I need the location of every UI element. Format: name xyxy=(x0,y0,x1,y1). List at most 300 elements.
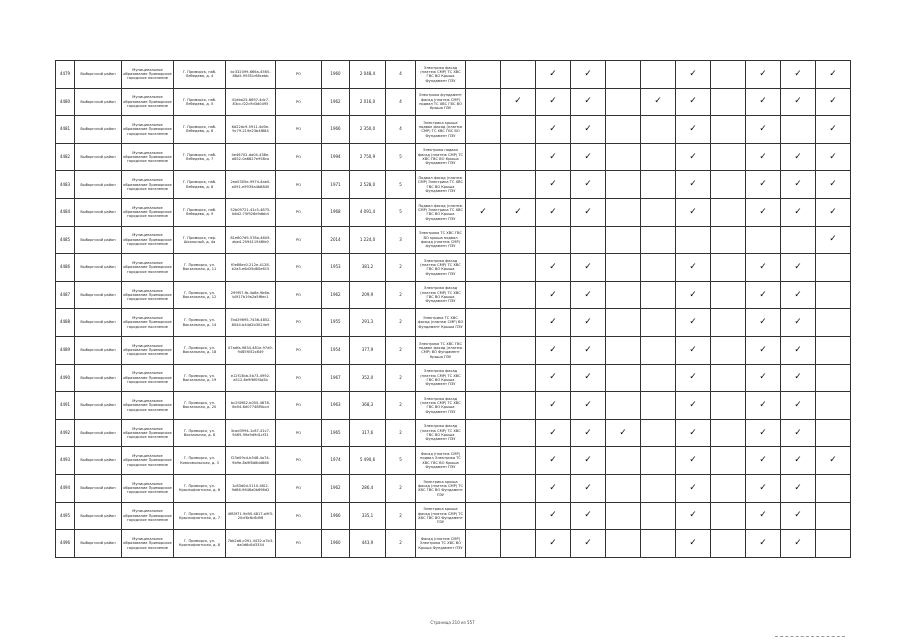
cell-number: 4491 xyxy=(56,392,75,420)
cell-year: 1968 xyxy=(322,198,350,226)
check-mark-icon: ✓ xyxy=(536,309,571,337)
table-row xyxy=(56,392,851,420)
cell-district: Выборгский район xyxy=(75,309,122,337)
empty-check-cell xyxy=(466,309,501,337)
cell-address: Г. Приморск, ул. Краснофлотская, д. 8 xyxy=(174,530,226,558)
empty-check-cell xyxy=(606,171,641,199)
empty-check-cell xyxy=(501,143,536,171)
empty-check-cell xyxy=(746,226,781,254)
cell-guid: 41dba25-8697-4dc7-83cc-f22c9d3d0495 xyxy=(226,88,276,116)
empty-check-cell xyxy=(711,530,746,558)
empty-check-cell xyxy=(501,226,536,254)
empty-check-cell xyxy=(641,447,676,475)
cell-year: 1966 xyxy=(322,116,350,144)
cell-floors: 2 xyxy=(386,336,416,364)
cell-works: Подвал фасад (платеж СМР) Электрика ТС ХВС ГВС ВО Крыша Фундамент ПЗУ xyxy=(416,171,466,199)
table-body xyxy=(56,61,851,558)
empty-check-cell xyxy=(501,502,536,530)
cell-works: Электрика фасад (платеж СМР) ТС ХВС ГВС ВО Крыша Фундамент ПЗУ xyxy=(416,61,466,89)
empty-check-cell xyxy=(606,392,641,420)
empty-check-cell xyxy=(641,143,676,171)
cell-area: 2 750,9 xyxy=(350,143,386,171)
cell-guid: 7bd29695-7436-4852-8044-b44d2b3024e9 xyxy=(226,309,276,337)
check-mark-icon: ✓ xyxy=(781,419,816,447)
table-row xyxy=(56,474,851,502)
cell-owner: Муниципальное образование Приморское городское поселение xyxy=(122,281,174,309)
cell-floors: 4 xyxy=(386,88,416,116)
cell-year: 1967 xyxy=(322,364,350,392)
empty-check-cell xyxy=(711,88,746,116)
cell-type: РО xyxy=(276,226,322,254)
cell-district: Выборгский район xyxy=(75,198,122,226)
table-row xyxy=(56,198,851,226)
check-mark-icon: ✓ xyxy=(676,392,711,420)
check-mark-icon: ✓ xyxy=(781,309,816,337)
check-mark-icon: ✓ xyxy=(641,88,676,116)
cell-guid: f23e09cd-b548-4a74-9b9e-8a9f8d8dd866 xyxy=(226,447,276,475)
empty-check-cell xyxy=(781,116,816,144)
cell-year: 1962 xyxy=(322,474,350,502)
cell-type: РО xyxy=(276,502,322,530)
empty-check-cell xyxy=(711,364,746,392)
check-mark-icon: ✓ xyxy=(781,530,816,558)
cell-guid: 6d22dc9-5911-4d0e-9c79-219e23b4f884 xyxy=(226,116,276,144)
cell-number: 4484 xyxy=(56,198,75,226)
empty-check-cell xyxy=(466,171,501,199)
cell-works: Электрика крыша подвал фасад (платеж СМР) ТС ХВС ГВС ВО Фундамент ПЗУ xyxy=(416,116,466,144)
cell-type: РО xyxy=(276,447,322,475)
check-mark-icon: ✓ xyxy=(676,198,711,226)
empty-check-cell xyxy=(641,392,676,420)
cell-works: Электрика фасад (платеж СМР) ТС ХВС ГВС ВО Крыша Фундамент ПЗУ xyxy=(416,419,466,447)
empty-check-cell xyxy=(501,61,536,89)
empty-check-cell xyxy=(711,171,746,199)
cell-district: Выборгский район xyxy=(75,336,122,364)
check-mark-icon: ✓ xyxy=(816,198,851,226)
check-mark-icon: ✓ xyxy=(571,502,606,530)
empty-check-cell xyxy=(536,226,571,254)
empty-check-cell xyxy=(711,281,746,309)
check-mark-icon: ✓ xyxy=(571,309,606,337)
empty-check-cell xyxy=(711,336,746,364)
check-mark-icon: ✓ xyxy=(571,88,606,116)
check-mark-icon: ✓ xyxy=(536,254,571,282)
empty-check-cell xyxy=(466,502,501,530)
empty-check-cell xyxy=(606,447,641,475)
cell-floors: 2 xyxy=(386,530,416,558)
empty-check-cell xyxy=(816,254,851,282)
cell-district: Выборгский район xyxy=(75,502,122,530)
table-row xyxy=(56,88,851,116)
check-mark-icon: ✓ xyxy=(536,364,571,392)
cell-works: Электрика крыша фасад (платеж СМР) ТС ХВС ГВС ВО Фундамент ПЗУ xyxy=(416,502,466,530)
table-row xyxy=(56,419,851,447)
cell-number: 4495 xyxy=(56,502,75,530)
cell-owner: Муниципальное образование Приморское городское поселение xyxy=(122,254,174,282)
cell-floors: 4 xyxy=(386,61,416,89)
cell-floors: 2 xyxy=(386,502,416,530)
check-mark-icon: ✓ xyxy=(571,198,606,226)
empty-check-cell xyxy=(816,502,851,530)
cell-type: РО xyxy=(276,419,322,447)
check-mark-icon: ✓ xyxy=(746,116,781,144)
empty-check-cell xyxy=(466,281,501,309)
cell-floors: 4 xyxy=(386,116,416,144)
cell-area: 2 350,0 xyxy=(350,116,386,144)
empty-check-cell xyxy=(711,226,746,254)
empty-check-cell xyxy=(816,530,851,558)
cell-number: 4490 xyxy=(56,364,75,392)
cell-owner: Муниципальное образование Приморское городское поселение xyxy=(122,143,174,171)
check-mark-icon: ✓ xyxy=(571,116,606,144)
check-mark-icon: ✓ xyxy=(606,419,641,447)
cell-works: Электрика ТС ХВС фасад (платеж СМР) ВО Фундамент Крыша ПЗУ xyxy=(416,309,466,337)
check-mark-icon: ✓ xyxy=(816,226,851,254)
empty-check-cell xyxy=(711,254,746,282)
cell-floors: 5 xyxy=(386,143,416,171)
cell-number: 4487 xyxy=(56,281,75,309)
table-row xyxy=(56,309,851,337)
cell-area: 368,3 xyxy=(350,392,386,420)
check-mark-icon: ✓ xyxy=(536,171,571,199)
check-mark-icon: ✓ xyxy=(571,61,606,89)
cell-address: Г. Приморск, наб. Лебедева, д. 8 xyxy=(174,171,226,199)
empty-check-cell xyxy=(711,61,746,89)
check-mark-icon: ✓ xyxy=(746,281,781,309)
empty-check-cell xyxy=(781,226,816,254)
cell-number: 4485 xyxy=(56,226,75,254)
empty-check-cell xyxy=(641,419,676,447)
check-mark-icon: ✓ xyxy=(816,116,851,144)
cell-address: Г. Приморск, наб. Лебедева, д. 9 xyxy=(174,198,226,226)
check-mark-icon: ✓ xyxy=(746,392,781,420)
cell-district: Выборгский район xyxy=(75,61,122,89)
check-mark-icon: ✓ xyxy=(536,502,571,530)
check-mark-icon: ✓ xyxy=(676,530,711,558)
cell-area: 381,2 xyxy=(350,254,386,282)
empty-check-cell xyxy=(606,281,641,309)
cell-floors: 2 xyxy=(386,392,416,420)
empty-check-cell xyxy=(816,364,851,392)
empty-check-cell xyxy=(641,254,676,282)
empty-check-cell xyxy=(641,198,676,226)
cell-works: Электрика ТС ХВС ГВС ВО крыша подвал фасад (платеж СМР) фундамент ПЗУ xyxy=(416,226,466,254)
check-mark-icon: ✓ xyxy=(781,198,816,226)
cell-year: 1971 xyxy=(322,171,350,199)
cell-works: Фасад (платеж СМР) Электрика ТС ХВС ВО Крыша Фундамент ПЗУ xyxy=(416,530,466,558)
check-mark-icon: ✓ xyxy=(501,198,536,226)
cell-area: 2 016,0 xyxy=(350,88,386,116)
cell-guid: f0e88ec0-212e-4128-b2a5-e6d35d80e615 xyxy=(226,254,276,282)
empty-check-cell xyxy=(466,336,501,364)
check-mark-icon: ✓ xyxy=(746,143,781,171)
empty-check-cell xyxy=(816,419,851,447)
cell-owner: Муниципальное образование Приморское городское поселение xyxy=(122,61,174,89)
cell-number: 4488 xyxy=(56,309,75,337)
cell-address: Г. Приморск, ул. Вокзальная, д. 20 xyxy=(174,392,226,420)
empty-check-cell xyxy=(606,254,641,282)
cell-owner: Муниципальное образование Приморское городское поселение xyxy=(122,364,174,392)
empty-check-cell xyxy=(641,171,676,199)
check-mark-icon: ✓ xyxy=(746,254,781,282)
cell-address: Г. Приморск, наб. Лебедева, д. 6 xyxy=(174,116,226,144)
page-footer: Страница 210 из 557 xyxy=(430,620,475,625)
empty-check-cell xyxy=(641,61,676,89)
empty-check-cell xyxy=(466,474,501,502)
cell-address: Г. Приморск, пер. Школьный, д. 4а xyxy=(174,226,226,254)
table-row xyxy=(56,336,851,364)
cell-area: 286,4 xyxy=(350,474,386,502)
cell-address: Г. Приморск, ул. Вокзальная, д. 18 xyxy=(174,336,226,364)
check-mark-icon: ✓ xyxy=(746,530,781,558)
table-row xyxy=(56,364,851,392)
check-mark-icon: ✓ xyxy=(536,116,571,144)
cell-number: 4492 xyxy=(56,419,75,447)
cell-district: Выборгский район xyxy=(75,392,122,420)
cell-guid: e12f13bb-5b73-4992-a512-8e9f6f0f4a5b xyxy=(226,364,276,392)
cell-guid: 07adfa-9834-481e-97a9-9485f052c849 xyxy=(226,336,276,364)
check-mark-icon: ✓ xyxy=(816,88,851,116)
cell-floors: 5 xyxy=(386,198,416,226)
cell-address: Г. Приморск, наб. Лебедева, д. 4 xyxy=(174,61,226,89)
cell-guid: bc332099-666a-4565-88a5-993f1c66cebb xyxy=(226,61,276,89)
cell-guid: 52b09721-41c5-4875-b6d2-75f926e9dbb4 xyxy=(226,198,276,226)
cell-owner: Муниципальное образование Приморское городское поселение xyxy=(122,502,174,530)
check-mark-icon: ✓ xyxy=(536,419,571,447)
empty-check-cell xyxy=(711,419,746,447)
cell-address: Г. Приморск, ул. Вокзальная, д. 14 xyxy=(174,309,226,337)
cell-type: РО xyxy=(276,254,322,282)
empty-check-cell xyxy=(501,392,536,420)
check-mark-icon: ✓ xyxy=(676,254,711,282)
check-mark-icon: ✓ xyxy=(571,392,606,420)
empty-check-cell xyxy=(606,530,641,558)
check-mark-icon: ✓ xyxy=(571,474,606,502)
empty-check-cell xyxy=(816,474,851,502)
cell-floors: 2 xyxy=(386,419,416,447)
check-mark-icon: ✓ xyxy=(676,336,711,364)
table-row xyxy=(56,226,851,254)
empty-check-cell xyxy=(501,254,536,282)
cell-guid: 7bb2a6-c091-4432-a7b3-da0d6c8d3354 xyxy=(226,530,276,558)
empty-check-cell xyxy=(606,309,641,337)
cell-year: 1960 xyxy=(322,61,350,89)
check-mark-icon: ✓ xyxy=(676,171,711,199)
check-mark-icon: ✓ xyxy=(746,88,781,116)
cell-type: РО xyxy=(276,336,322,364)
housing-registry-table xyxy=(55,60,851,558)
check-mark-icon: ✓ xyxy=(746,309,781,337)
empty-check-cell xyxy=(501,530,536,558)
table-row xyxy=(56,281,851,309)
cell-floors: 2 xyxy=(386,364,416,392)
cell-works: Электрика крыша фасад (платеж СМР) ТС ХВС ГВС ВО Фундамент ПЗУ xyxy=(416,474,466,502)
cell-guid: 4e46702-da04-438e-a852-0a6827e958ca xyxy=(226,143,276,171)
cell-year: 1960 xyxy=(322,530,350,558)
cell-district: Выборгский район xyxy=(75,254,122,282)
empty-check-cell xyxy=(466,226,501,254)
empty-check-cell xyxy=(641,474,676,502)
table-row xyxy=(56,61,851,89)
check-mark-icon: ✓ xyxy=(536,447,571,475)
cell-address: Г. Приморск, наб. Лебедева, д. 7 xyxy=(174,143,226,171)
cell-type: РО xyxy=(276,198,322,226)
empty-check-cell xyxy=(501,309,536,337)
empty-check-cell xyxy=(711,309,746,337)
empty-check-cell xyxy=(606,88,641,116)
cell-district: Выборгский район xyxy=(75,474,122,502)
check-mark-icon: ✓ xyxy=(781,364,816,392)
cell-district: Выборгский район xyxy=(75,226,122,254)
empty-check-cell xyxy=(641,116,676,144)
cell-owner: Муниципальное образование Приморское городское поселение xyxy=(122,116,174,144)
check-mark-icon: ✓ xyxy=(816,171,851,199)
check-mark-icon: ✓ xyxy=(781,502,816,530)
cell-type: РО xyxy=(276,309,322,337)
check-mark-icon: ✓ xyxy=(571,171,606,199)
cell-address: Г. Приморск, ул. Вокзальная, д. 11 xyxy=(174,254,226,282)
empty-check-cell xyxy=(466,364,501,392)
check-mark-icon: ✓ xyxy=(676,364,711,392)
cell-area: 1 224,0 xyxy=(350,226,386,254)
empty-check-cell xyxy=(606,474,641,502)
cell-year: 1963 xyxy=(322,392,350,420)
empty-check-cell xyxy=(466,143,501,171)
empty-check-cell xyxy=(501,116,536,144)
cell-type: РО xyxy=(276,474,322,502)
cell-guid: bc2f4982-b055-4678-8e04-8d07748f5bcd xyxy=(226,392,276,420)
empty-check-cell xyxy=(501,281,536,309)
cell-works: Электрика фасад (платеж СМР) ТС ХВС ГВС ВО Крыша Фундамент ПЗУ xyxy=(416,392,466,420)
empty-check-cell xyxy=(711,502,746,530)
cell-address: Г. Приморск, ул. Краснофлотская, д. 7 xyxy=(174,502,226,530)
document-sheet xyxy=(55,60,835,558)
cell-district: Выборгский район xyxy=(75,447,122,475)
cell-district: Выборгский район xyxy=(75,281,122,309)
empty-check-cell xyxy=(606,61,641,89)
table-row xyxy=(56,116,851,144)
cell-area: 317,6 xyxy=(350,419,386,447)
cell-district: Выборгский район xyxy=(75,88,122,116)
cell-area: 335,1 xyxy=(350,502,386,530)
cell-area: 5 490,6 xyxy=(350,447,386,475)
empty-check-cell xyxy=(641,281,676,309)
table-row xyxy=(56,530,851,558)
cell-floors: 2 xyxy=(386,474,416,502)
check-mark-icon: ✓ xyxy=(781,336,816,364)
check-mark-icon: ✓ xyxy=(571,364,606,392)
empty-check-cell xyxy=(711,474,746,502)
check-mark-icon: ✓ xyxy=(781,474,816,502)
empty-check-cell xyxy=(641,502,676,530)
check-mark-icon: ✓ xyxy=(746,447,781,475)
cell-works: Электрика подвал фасад (платеж СМР) ТС ХВС ГВС ВО Крыша Фундамент ПЗУ xyxy=(416,143,466,171)
empty-check-cell xyxy=(816,309,851,337)
check-mark-icon: ✓ xyxy=(746,61,781,89)
check-mark-icon: ✓ xyxy=(781,281,816,309)
cell-year: 1954 xyxy=(322,336,350,364)
cell-type: РО xyxy=(276,281,322,309)
check-mark-icon: ✓ xyxy=(746,198,781,226)
cell-year: 1994 xyxy=(322,143,350,171)
empty-check-cell xyxy=(641,309,676,337)
cell-type: РО xyxy=(276,61,322,89)
cell-year: 1953 xyxy=(322,254,350,282)
check-mark-icon: ✓ xyxy=(676,419,711,447)
cell-year: 2014 xyxy=(322,226,350,254)
cell-number: 4482 xyxy=(56,143,75,171)
check-mark-icon: ✓ xyxy=(676,309,711,337)
cell-works: Электрика ТС ХВС ГВС подвал фасад (платеж СМР) ВО Фундамент Крыша ПЗУ xyxy=(416,336,466,364)
cell-owner: Муниципальное образование Приморское городское поселение xyxy=(122,198,174,226)
check-mark-icon: ✓ xyxy=(571,143,606,171)
empty-check-cell xyxy=(501,336,536,364)
empty-check-cell xyxy=(466,254,501,282)
check-mark-icon: ✓ xyxy=(781,61,816,89)
empty-check-cell xyxy=(501,474,536,502)
table-row xyxy=(56,447,851,475)
empty-check-cell xyxy=(711,198,746,226)
cell-floors: 2 xyxy=(386,254,416,282)
cell-owner: Муниципальное образование Приморское городское поселение xyxy=(122,447,174,475)
cell-number: 4479 xyxy=(56,61,75,89)
cell-guid: 4f85f71-9d90-4817-a9f3-20cf6c6c6d98 xyxy=(226,502,276,530)
cell-guid: 3cad3994-1c87-41c7-9465-99a9d9d1cf31 xyxy=(226,419,276,447)
check-mark-icon: ✓ xyxy=(676,88,711,116)
empty-check-cell xyxy=(816,336,851,364)
cell-number: 4486 xyxy=(56,254,75,282)
cell-address: Г. Приморск, ул. Вокзальная, д. 12 xyxy=(174,281,226,309)
check-mark-icon: ✓ xyxy=(676,502,711,530)
cell-district: Выборгский район xyxy=(75,116,122,144)
cell-number: 4480 xyxy=(56,88,75,116)
check-mark-icon: ✓ xyxy=(781,88,816,116)
empty-check-cell xyxy=(606,364,641,392)
empty-check-cell xyxy=(466,447,501,475)
cell-area: 443,9 xyxy=(350,530,386,558)
table-row xyxy=(56,502,851,530)
empty-check-cell xyxy=(606,336,641,364)
check-mark-icon: ✓ xyxy=(536,336,571,364)
empty-check-cell xyxy=(606,143,641,171)
check-mark-icon: ✓ xyxy=(746,474,781,502)
scan-edge-line xyxy=(775,636,845,638)
cell-owner: Муниципальное образование Приморское городское поселение xyxy=(122,530,174,558)
check-mark-icon: ✓ xyxy=(676,143,711,171)
cell-number: 4489 xyxy=(56,336,75,364)
check-mark-icon: ✓ xyxy=(781,447,816,475)
cell-owner: Муниципальное образование Приморское городское поселение xyxy=(122,419,174,447)
cell-address: Г. Приморск, наб. Лебедева, д. 5 xyxy=(174,88,226,116)
check-mark-icon: ✓ xyxy=(746,419,781,447)
empty-check-cell xyxy=(466,419,501,447)
cell-area: 2 048,4 xyxy=(350,61,386,89)
empty-check-cell xyxy=(466,530,501,558)
empty-check-cell xyxy=(501,364,536,392)
check-mark-icon: ✓ xyxy=(536,474,571,502)
table-row xyxy=(56,254,851,282)
cell-district: Выборгский район xyxy=(75,171,122,199)
empty-check-cell xyxy=(641,336,676,364)
check-mark-icon: ✓ xyxy=(536,143,571,171)
check-mark-icon: ✓ xyxy=(781,143,816,171)
cell-number: 4483 xyxy=(56,171,75,199)
empty-check-cell xyxy=(676,226,711,254)
cell-owner: Муниципальное образование Приморское городское поселение xyxy=(122,88,174,116)
cell-owner: Муниципальное образование Приморское городское поселение xyxy=(122,309,174,337)
cell-type: РО xyxy=(276,171,322,199)
check-mark-icon: ✓ xyxy=(746,336,781,364)
